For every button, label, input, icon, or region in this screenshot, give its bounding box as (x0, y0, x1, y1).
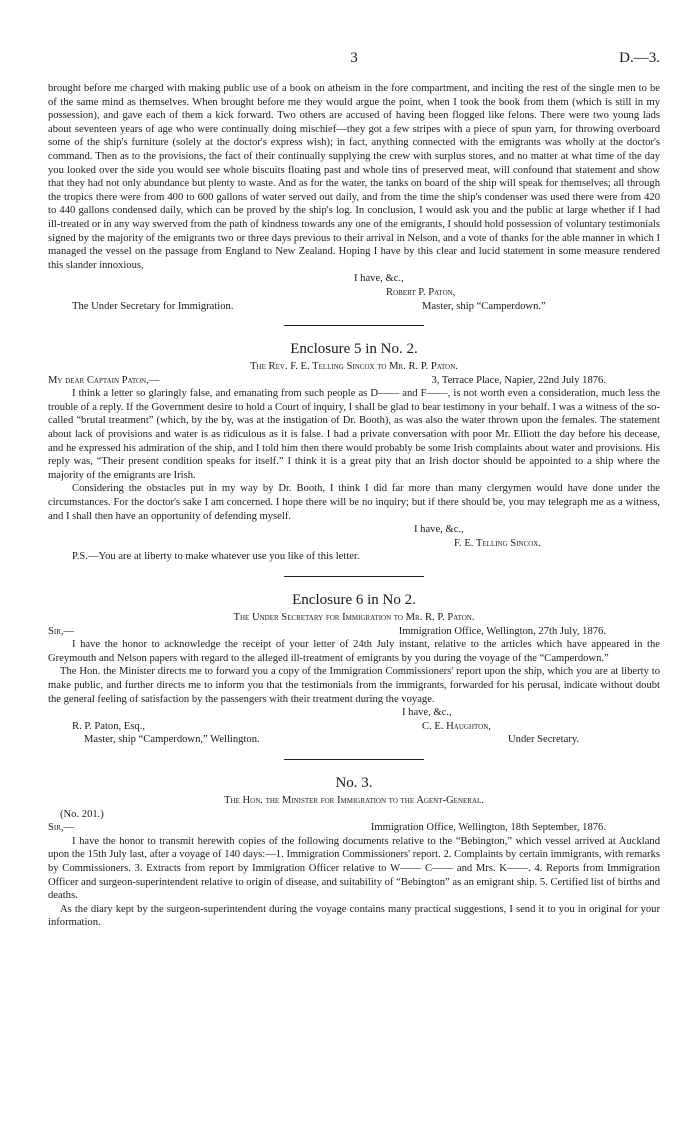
no-3-subtitle: The Hon. the Minister for Immigration to the Agent-General. (224, 794, 484, 806)
enclosure-5-paragraph: Considering the obstacles put in my way by Dr. Booth, I think I did far more than many clergymen would have done under the circumstances. For the doctor's sake I am concerned. I hope there will be no inquiry; but if there should be, you may telegraph me as a witness, and I shall then have an opportunity of defending myself. (48, 483, 660, 522)
no-3-salutation: Sir,— (48, 822, 75, 834)
enclosure-6-paragraph: I have the honor to acknowledge the receipt of your letter of 24th July instant, relative to the articles which have appeared in the Greymouth and Nelson papers with regard to the alleged ill-treatment of emigrants by you during the voyage of the “Camperdown.” (48, 639, 660, 664)
enclosure-6-recipient: R. P. Paton, Esq., (72, 720, 145, 732)
document-page (48, 0, 660, 930)
enclosure-6-signer-title: Under Secretary. (508, 734, 580, 746)
letter-addressee: The Under Secretary for Immigration. (72, 300, 234, 312)
enclosure-5-subtitle: The Rev. F. E. Telling Sincox to Mr. R. P. Paton. (250, 361, 458, 373)
enclosure-6-address: Immigration Office, Wellington, 27th July, 1876. (398, 625, 606, 637)
document-reference: D.—3. (619, 50, 660, 66)
no-3-title: No. 3. (335, 774, 373, 791)
no-3-reference: (No. 201.) (60, 808, 104, 820)
enclosure-5-paragraph: I think a letter so glaringly false, and emanating from such people as D—— and F——, is not worth even a consideration, much less the trouble of a reply. If the Government desire to hold a Court of inquiry, I shall be glad to bear testimony in your behalf. I was a witness of the so-called “brutal treatment” (which, by the by, was at the instigation of Dr. Booth), as was also the water thrown upon the females. The statement about lack of provisions and water is as ridiculous as it is false. I had a private conversation with poor Mr. Elliott the day before his decease, and he expressed his admiration of the ship, and I told him then there would probably be some Irish complaints about water and provisions. His reply was, “Their present condition speaks for itself.” I think it is a great pity that an Irish doctor should be appointed to a ship where the majority of the emigrants are Irish. (48, 388, 660, 481)
enclosure-5-postscript: P.S.—You are at liberty to make whatever use you like of this letter. (72, 551, 360, 563)
enclosure-6-salutation: Sir,— (48, 625, 75, 637)
enclosure-6-title: Enclosure 6 in No 2. (292, 592, 416, 608)
enclosure-6 (48, 591, 660, 747)
enclosure-5-address: 3, Terrace Place, Napier, 22nd July 1876. (431, 374, 606, 386)
letter-body: brought before me charged with making public use of a book on atheism in the fore compartment, and inciting the rest of the single men to be of the same mind as themselves. When brought before me they would argue the point, when I took the book from them (which is still in my possession), and gave each of them a kick forward. Two others are accused of having been flogged like felons. There were two young lads about seventeen years of age who were continually doing mischief—they got a few stripes with a piece of spun yarn, for throwing overboard some of the ship's furniture (solely at the doctor's express wish); in fact, anything connected with the emigrants was wholly at the doctor's command. Then as to the provisions, the fact of their continually supplying the crew with surplus stores, and no matter at what time of the day you looked over the side you would see whole biscuits floating past and whole tins of preserved meat, will confound that statement and show that they had not only abundance but plenty to waste. And as for the water, the tanks on board of the ship will speak for themselves; all through the tropics there were from 400 to 600 gallons of water served out daily, and from the time the ship's condenser was used there were from 420 to 440 gallons condensed daily, which can be proved by the ship's log. In conclusion, I would ask you and the public at large whether if I had ill-treated or in any way swerved from the path of kindness towards any one of the emigrants, I should hold possession of voluntary testimonials signed by the majority of the emigrants two or three days previous to their arrival in Nelson, and a vote of thanks for the able manner in which I managed the vessel on the passage from England to New Zealand. Hoping I have by this clear and lucid statement in some measure rendered this slander innoxious, (48, 83, 660, 271)
section-divider (284, 576, 424, 577)
no-3-paragraph: As the diary kept by the surgeon-superintendent during the voyage contains many practical suggestions, I send it to you in original for your information. (48, 903, 660, 929)
enclosure-5-salutation: My dear Captain Paton,— (48, 374, 160, 386)
enclosure-5-closing: I have, &c., (414, 524, 464, 536)
letter-signer: Robert P. Paton, (386, 286, 456, 298)
enclosure-5-title: Enclosure 5 in No. 2. (290, 341, 418, 358)
enclosure-5-signer: F. E. Telling Sincox. (454, 537, 542, 549)
enclosure-6-recipient-title: Master, ship “Camperdown,” Wellington. (84, 734, 260, 746)
page-header (48, 0, 660, 66)
enclosure-6-closing: I have, &c., (402, 707, 452, 719)
section-divider (284, 759, 424, 760)
enclosure-6-signer: C. E. Haughton, (422, 720, 491, 732)
letter-signer-title: Master, ship “Camperdown.” (422, 300, 546, 312)
section-divider (284, 325, 424, 326)
letter-continuation (48, 82, 660, 313)
enclosure-5 (48, 340, 660, 564)
enclosure-6-paragraph: The Hon. the Minister directs me to forward you a copy of the Immigration Commissioners' report upon the ship, which you are at liberty to make public, and further directs me to inform you that the testimonials from the immigrants, forwarded for his perusal, indicate without doubt the general feeling of satisfaction by the passengers with their treatment during the voyage. (48, 666, 660, 705)
enclosure-6-subtitle: The Under Secretary for Immigration to Mr. R. P. Paton. (233, 612, 475, 623)
letter-closing: I have, &c., (354, 273, 404, 285)
no-3-address: Immigration Office, Wellington, 18th September, 1876. (370, 822, 606, 834)
page-number: 3 (350, 50, 358, 66)
document-no-3 (48, 774, 660, 930)
no-3-paragraph: I have the honor to transmit herewith copies of the following documents relative to the “Bebington,” which vessel arrived at Auckland upon the 15th July last, after a voyage of 140 days:—1. Immigration Commissioners' report. 2. Complaints by certain immigrants, with remarks by Commissioners. 3. Extracts from report by Immigration Officer relative to W—— C—— and Mrs. K——. 4. Reports from Immigration Officer and surgeon-superintendent relative to origin of disease, and suitability of “Bebington” as an emigrant ship. 5. Certified list of births and deaths. (48, 835, 660, 902)
